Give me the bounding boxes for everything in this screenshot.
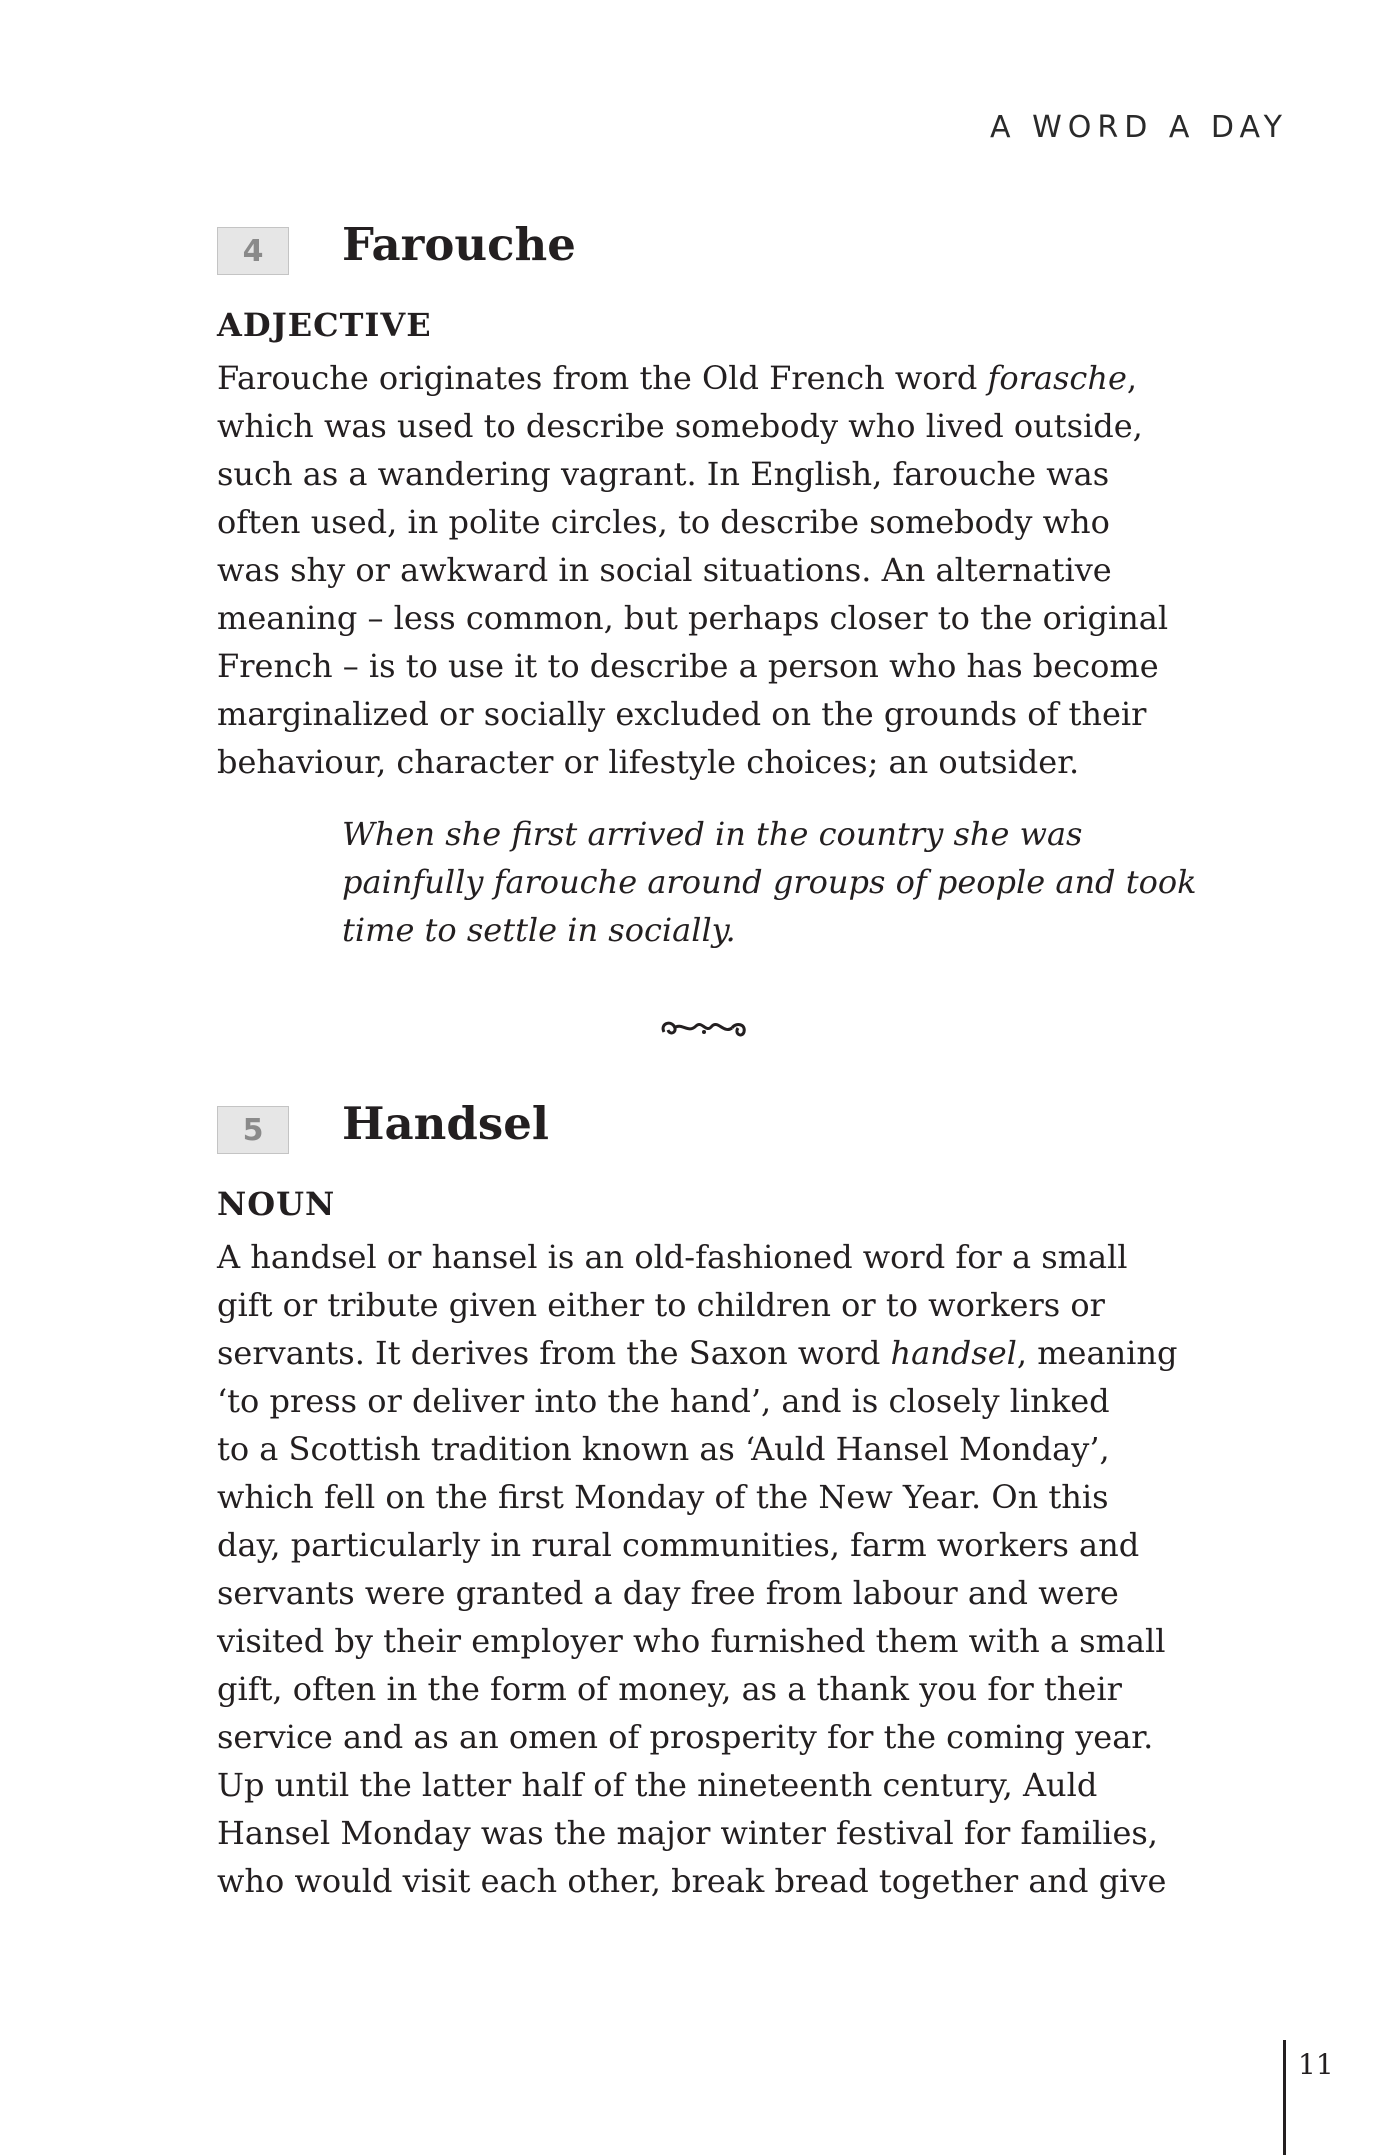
definition-line: marginalized or socially excluded on the grounds of their	[217, 695, 1147, 733]
definition-line: servants. It derives from the Saxon word handsel, meaning	[217, 1334, 1178, 1372]
headword: Farouche	[342, 218, 576, 271]
running-head: A WORD A DAY	[990, 110, 1288, 145]
usage-example	[342, 810, 1217, 954]
definition-line: visited by their employer who furnished them with a small	[217, 1622, 1166, 1660]
definition-line: gift, often in the form of money, as a thank you for their	[217, 1670, 1122, 1708]
definition	[217, 1233, 1217, 1905]
etymon: forasche	[987, 359, 1127, 397]
definition-line: Up until the latter half of the nineteenth century, Auld	[217, 1766, 1098, 1804]
definition-line: French – is to use it to describe a person who has become	[217, 647, 1159, 685]
definition-line: who would visit each other, break bread together and give	[217, 1862, 1167, 1900]
entry-number-badge: 4	[217, 227, 289, 275]
entry-farouche	[217, 218, 1217, 954]
definition-line: behaviour, character or lifestyle choices; an outsider.	[217, 743, 1080, 781]
definition-line: often used, in polite circles, to describe somebody who	[217, 503, 1110, 541]
definition-line: such as a wandering vagrant. In English, farouche was	[217, 455, 1110, 493]
headword: Handsel	[342, 1097, 549, 1150]
definition-line: service and as an omen of prosperity for the coming year.	[217, 1718, 1154, 1756]
page-number: 11	[1298, 2048, 1334, 2081]
entry-header	[217, 1097, 1217, 1171]
definition-line: Hansel Monday was the major winter festival for families,	[217, 1814, 1158, 1852]
part-of-speech: ADJECTIVE	[217, 306, 432, 344]
example-line: time to settle in socially.	[342, 911, 736, 949]
entry-handsel	[217, 1097, 1217, 1905]
definition-line: to a Scottish tradition known as ‘Auld Hansel Monday’,	[217, 1430, 1110, 1468]
fleuron-divider-icon	[656, 1010, 752, 1046]
part-of-speech: NOUN	[217, 1185, 336, 1223]
example-line: painfully farouche around groups of people and took	[342, 863, 1197, 901]
folio-rule	[1283, 2040, 1286, 2155]
entry-header	[217, 218, 1217, 292]
definition-line: day, particularly in rural communities, farm workers and	[217, 1526, 1140, 1564]
definition	[217, 354, 1217, 786]
example-line: When she first arrived in the country she was	[342, 815, 1083, 853]
definition-line: which was used to describe somebody who lived outside,	[217, 407, 1143, 445]
entry-number-badge: 5	[217, 1106, 289, 1154]
definition-line: which fell on the first Monday of the New Year. On this	[217, 1478, 1109, 1516]
definition-line: Farouche originates from the Old French word forasche,	[217, 359, 1138, 397]
definition-line: ‘to press or deliver into the hand’, and is closely linked	[217, 1382, 1110, 1420]
definition-line: servants were granted a day free from labour and were	[217, 1574, 1119, 1612]
definition-line: gift or tribute given either to children or to workers or	[217, 1286, 1105, 1324]
definition-line: A handsel or hansel is an old-fashioned word for a small	[217, 1238, 1128, 1276]
definition-line: was shy or awkward in social situations. An alternative	[217, 551, 1112, 589]
etymon: handsel	[890, 1334, 1017, 1372]
definition-line: meaning – less common, but perhaps closer to the original	[217, 599, 1169, 637]
